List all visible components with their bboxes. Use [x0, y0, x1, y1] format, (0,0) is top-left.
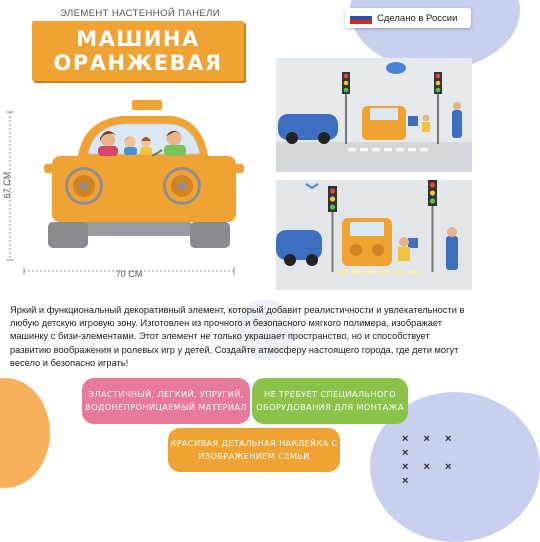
feature-pill-material-line-2: ВОДОНЕПРОНИЦАЕМЫЙ МАТЕРИАЛ: [85, 402, 247, 412]
made-in-russia-badge: [345, 8, 471, 28]
width-dimension: [22, 262, 236, 282]
title-banner: [32, 21, 244, 81]
feature-pill-material-line-1: ЭЛАСТИЧНЫЙ, ЛЕГКИЙ, УПРУГИЙ,: [88, 389, 244, 399]
title-line-2: ОРАНЖЕВАЯ: [53, 51, 223, 75]
car-mirror-right: [230, 164, 244, 173]
russian-flag-icon: [350, 12, 372, 24]
height-label: 67 СМ: [2, 171, 13, 199]
feature-pill-mounting-line-1: НЕ ТРЕБУЕТ СПЕЦИАЛЬНОГО: [264, 389, 396, 399]
interior-photo-1-image: [276, 58, 472, 172]
height-dimension: [4, 110, 16, 262]
car-wheel-right: [190, 222, 230, 248]
decor-blob-left: [0, 378, 50, 488]
car-wheel-left: [48, 222, 88, 248]
feature-pill-sticker-line-2: ИЗОБРАЖЕНИЕМ СЕМЬИ: [198, 451, 310, 461]
interior-photo-2: [276, 180, 472, 290]
product-description: Яркий и функциональный декоративный элемент, который добавит реалистичности и увлекательности в любую детскую игровую зону. Изготовлен из прочного и безопасного мягкого полимера, изображает машинку с бизи-элементами. Этот элемент не только украшает пространство, но и способствует развитию воображения и ролевых игр у детей. Создайте атмосферу настоящего города, где дети могут весело и безопасно играть!: [10, 305, 465, 368]
feature-pill-material: [82, 378, 250, 424]
width-label: 70 СМ: [115, 269, 143, 279]
decor-crosses: [402, 432, 462, 487]
badge-label: Сделано в России: [377, 12, 458, 24]
feature-pill-sticker: [168, 428, 340, 472]
feature-pill-mounting: [252, 378, 408, 424]
car-mirror-left: [44, 164, 58, 173]
interior-photo-2-image: [276, 180, 472, 290]
title-line-1: МАШИНА: [76, 27, 200, 51]
gear-icon: [163, 167, 201, 205]
car-bumper: [72, 222, 192, 236]
gear-icon: [65, 167, 103, 205]
orange-car-illustration: [22, 98, 236, 264]
cross-row-1: × × × ×: [402, 433, 458, 459]
category-kicker: ЭЛЕМЕНТ НАСТЕННОЙ ПАНЕЛИ: [60, 8, 220, 19]
feature-pill-sticker-line-1: КРАСИВАЯ ДЕТАЛЬНАЯ НАКЛЕЙКА С: [170, 438, 338, 448]
cross-row-2: × × × ×: [402, 461, 458, 487]
car-roof-sign: [132, 100, 162, 110]
feature-pill-mounting-line-2: ОБОРУДОВАНИЯ ДЛЯ МОНТАЖА: [256, 402, 404, 412]
interior-photo-1: [276, 58, 472, 172]
